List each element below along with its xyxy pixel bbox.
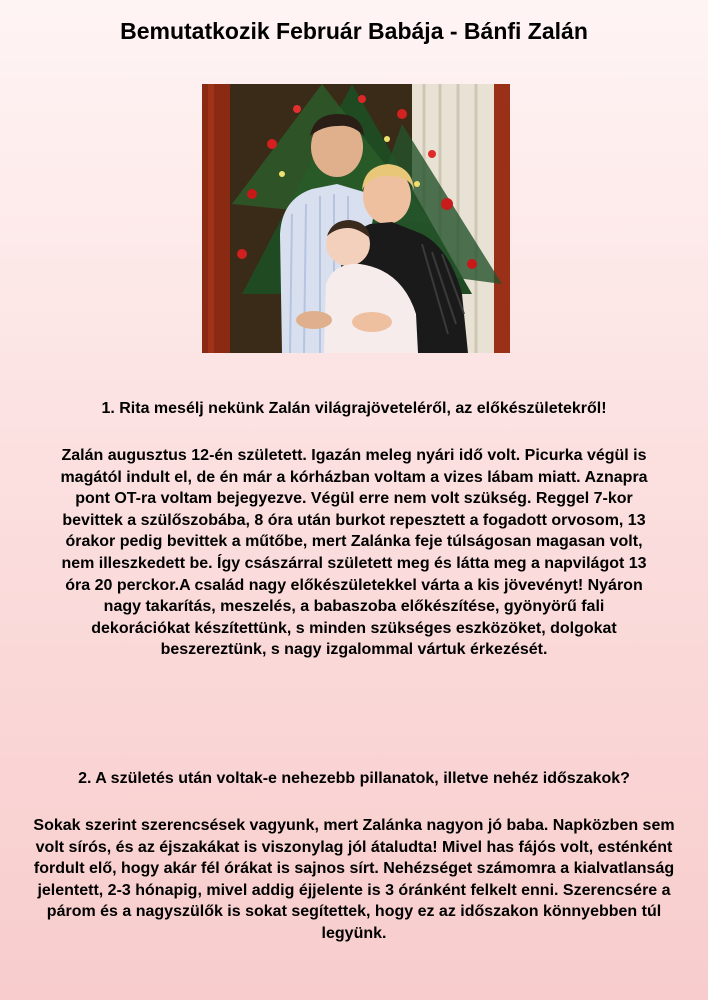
- question-1: 1. Rita mesélj nekünk Zalán világrajöveteléről, az előkészületekről!: [101, 400, 607, 417]
- page-title: Bemutatkozik Február Babája - Bánfi Zalán: [120, 18, 588, 44]
- question-2: 2. A születés után voltak-e nehezebb pillanatok, illetve nehéz időszakok?: [78, 770, 630, 787]
- answer-2: Sokak szerint szerencsések vagyunk, mert Zalánka nagyon jó baba. Napközben sem volt sírós, és az éjszakákat is viszonylag jól átaludta! Mivel has fájós volt, esténként fordult elő, hogy akár fél órákat is sajnos sírt. Nehézséget számomra a kialvatlanság jelentett, 2-3 hónapig, mivel addig éjjelente is 3 óránként felkelt enni. Szerencsére a párom és a nagyszülők is sokat segítettek, hogy ez az időszakon könnyebben túl legyünk.: [33, 817, 675, 942]
- family-photo: [202, 84, 510, 353]
- answer-1: Zalán augusztus 12-én született. Igazán meleg nyári idő volt. Picurka végül is magától indult el, de én már a kórházban voltam a vizes lábam miatt. Aznapra pont OT-ra voltam bejegyezve. Végül erre nem volt szükség. Reggel 7-kor bevittek a szülőszobába, 8 óra után burkot repesztett a fogadott orvosom, 13 órakor pedig bevittek a műtőbe, mert Zalánka feje túlságosan magasan volt, nem illeszkedett be. Így császárral született meg és látta meg a napvilágot 13 óra 20 perckor.A család nagy előkészületekkel várta a kis jövevényt! Nyáron nagy takarítás, meszelés, a babaszoba előkészítése, gyönyörű fali dekorációkat készítettünk, s minden szükséges eszközöket, dolgokat beszereztünk, s nagy izgalommal vártuk érkezését.: [60, 447, 648, 659]
